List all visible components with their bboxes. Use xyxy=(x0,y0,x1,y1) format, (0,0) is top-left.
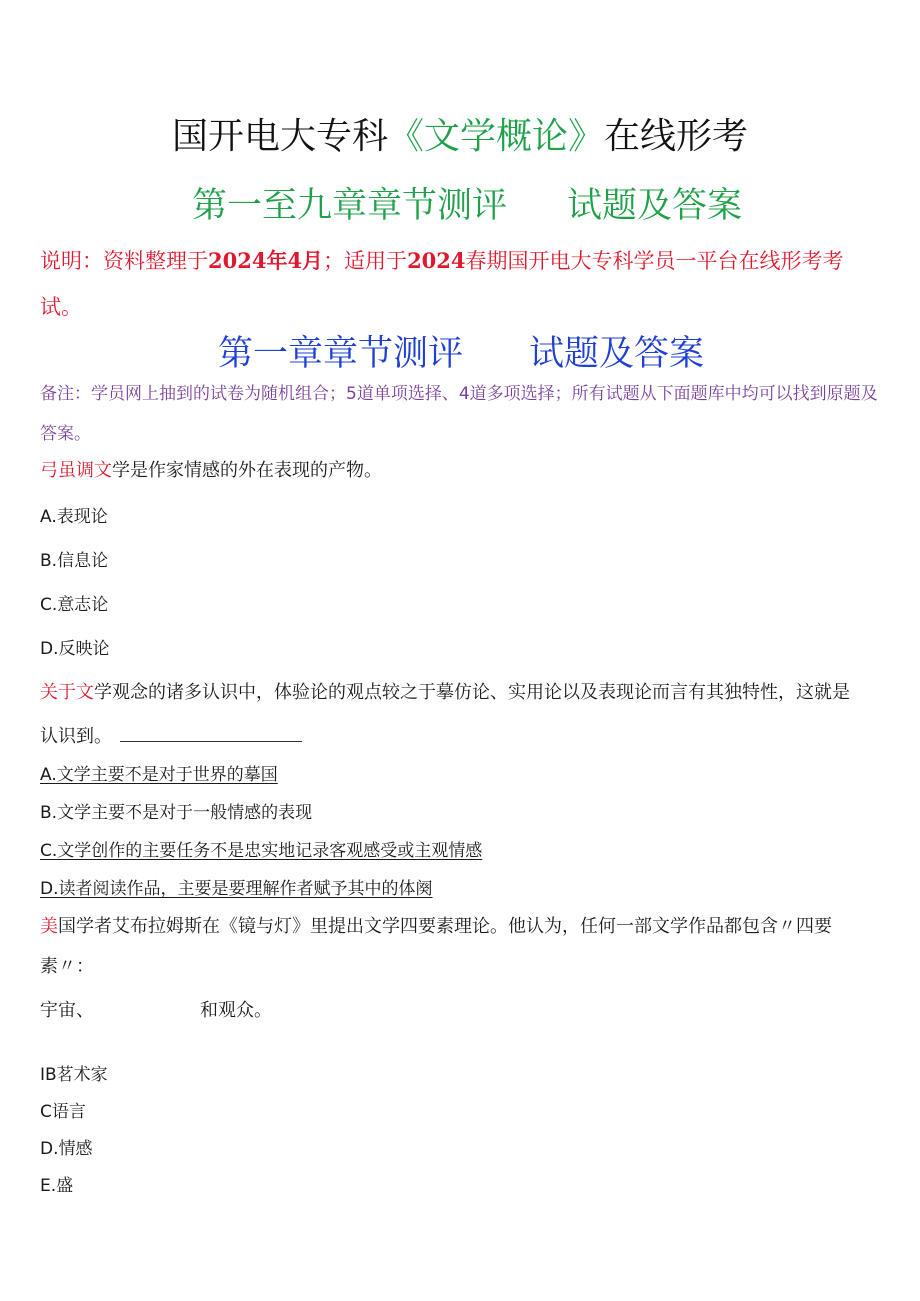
title-suffix: 在线形考 xyxy=(604,116,749,157)
question-3-text: 国学者艾布拉姆斯在《镜与灯》里提出文学四要素理论。他认为，任何一部文学作品都包含〃四要 xyxy=(58,916,832,937)
question-1-stem xyxy=(40,456,382,482)
note-text-2: ；适用于 xyxy=(323,249,408,273)
answer-blank xyxy=(120,727,302,742)
question-2-text: 学观念的诸多认识中，体验论的观点较之于摹仿论、实用论以及表现论而言有其独特性，这就是 xyxy=(94,682,850,703)
question-1-lead: 弓虽调文 xyxy=(40,460,112,481)
title-book-name: 《文学概论》 xyxy=(387,116,604,157)
description-note xyxy=(40,238,880,330)
question-2-lead: 关于文 xyxy=(40,682,94,703)
question-3-option-b: IB茗术家 xyxy=(40,1065,108,1085)
question-3-option-d: D.情感 xyxy=(40,1139,93,1159)
note-text-1: 说明：资料整理于 xyxy=(40,249,208,273)
question-3-stem xyxy=(40,912,832,938)
question-3-option-c: C语言 xyxy=(40,1102,86,1122)
question-3-stem-line2: 素〃： xyxy=(40,956,94,977)
note-year: 2024 xyxy=(407,248,466,273)
question-3-lead: 美 xyxy=(40,916,58,937)
question-3-option-e: E.盛 xyxy=(40,1176,74,1196)
note-text-3: 春期国开电大专科学员一平台在线形考考试。 xyxy=(40,249,844,319)
question-3-blank-part-1: 宇宙、 xyxy=(40,1000,94,1021)
subtitle-right: 试题及答案 xyxy=(567,186,743,226)
chapter-title-left: 第一章章节测评 xyxy=(218,334,464,374)
document-subtitle xyxy=(192,178,742,228)
title-prefix: 国开电大专科 xyxy=(171,116,388,157)
question-1-text: 学是作家情感的外在表现的产物。 xyxy=(112,460,382,481)
note-date: 2024年4月 xyxy=(208,248,324,273)
question-2-stem xyxy=(40,678,850,704)
chapter-remark: 备注：学员网上抽到的试卷为随机组合；5道单项选择、4道多项选择；所有试题从下面题库中均可以找到原题及答案。 xyxy=(40,384,878,444)
question-1-option-d: D.反映论 xyxy=(40,639,110,659)
question-3-blank-part-2: 和观众。 xyxy=(200,1000,272,1021)
chapter-title-right: 试题及答案 xyxy=(529,334,705,374)
question-2-option-a: A.文学主要不是对于世界的摹国 xyxy=(40,765,278,785)
question-1-option-b: B.信息论 xyxy=(40,551,109,571)
question-2-option-c: C.文学创作的主要任务不是忠实地记录客观感受或主观情感 xyxy=(40,841,483,861)
document-title xyxy=(0,108,920,159)
subtitle-left: 第一至九章章节测评 xyxy=(192,186,508,226)
question-2-option-b: B.文学主要不是对于一般情感的表现 xyxy=(40,803,313,823)
question-2-stem-line2 xyxy=(40,722,302,748)
question-2-option-d: D.读者阅读作品，主要是要理解作者赋予其中的体阕 xyxy=(40,879,433,899)
question-1-option-c: C.意志论 xyxy=(40,595,109,615)
chapter-title xyxy=(218,326,704,376)
question-1-option-a: A.表现论 xyxy=(40,507,108,527)
question-2-text-line2: 认识到。 xyxy=(40,726,112,747)
